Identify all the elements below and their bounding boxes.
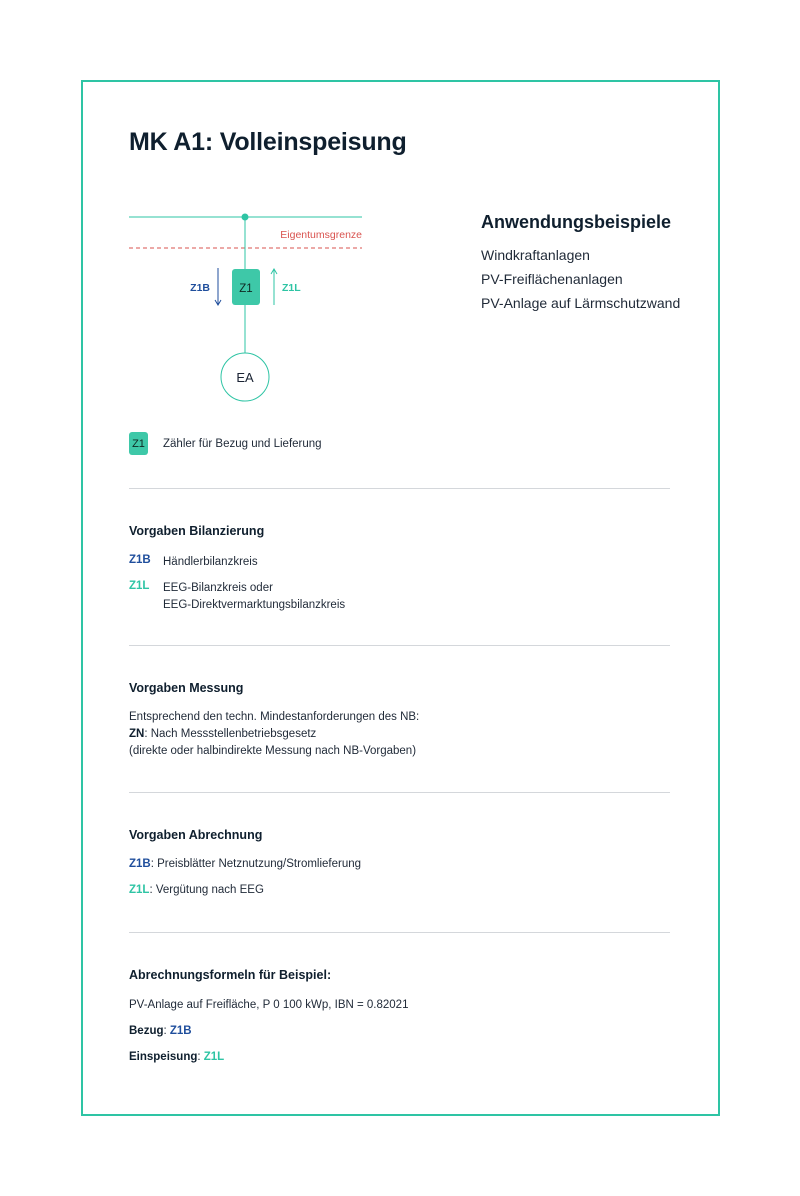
zn-label: ZN bbox=[129, 728, 145, 740]
formel-einspeisung: Einspeisung: Z1L bbox=[129, 1051, 225, 1063]
example-item: PV-Anlage auf Lärmschutzwand bbox=[481, 295, 681, 311]
example-item: PV-Freiflächenanlagen bbox=[481, 271, 623, 287]
example-item: Windkraftanlagen bbox=[481, 247, 590, 263]
divider bbox=[129, 488, 670, 489]
section-bilanzierung bbox=[129, 524, 670, 614]
code-label: Z1B bbox=[129, 858, 151, 870]
ownership-boundary-label: Eigentumsgrenze bbox=[280, 229, 362, 241]
messung-zn-line bbox=[129, 726, 670, 743]
bilanz-row-z1l bbox=[129, 580, 670, 614]
bezug-value: Z1B bbox=[169, 1025, 192, 1037]
divider bbox=[129, 932, 670, 933]
code-label: Z1L bbox=[129, 884, 150, 896]
section-heading: Vorgaben Abrechnung bbox=[129, 828, 263, 842]
section-heading: Vorgaben Bilanzierung bbox=[129, 524, 265, 538]
messung-line: (direkte oder halbindirekte Messung nach NB-Vorgaben) bbox=[129, 745, 417, 757]
bilanz-text: Händlerbilanzkreis bbox=[163, 556, 258, 568]
divider bbox=[129, 792, 670, 793]
section-messung bbox=[129, 681, 670, 760]
einspeisung-value: Z1L bbox=[203, 1051, 225, 1063]
bilanz-text: EEG-Bilanzkreis oder bbox=[163, 582, 273, 594]
einspeisung-label: Einspeisung bbox=[129, 1051, 198, 1063]
metering-diagram bbox=[120, 200, 380, 415]
zn-text: : Nach Messstellenbetriebsgesetz bbox=[144, 728, 317, 740]
page-title: MK A1: Volleinspeisung bbox=[129, 128, 407, 156]
section-formeln bbox=[129, 968, 670, 1066]
arrow-z1l-label: Z1L bbox=[282, 282, 301, 294]
bilanz-row-z1b bbox=[129, 554, 670, 571]
formel-example: PV-Anlage auf Freifläche, P 0 100 kWp, IBN = 0.82021 bbox=[129, 999, 409, 1011]
legend-meter-chip: Z1 bbox=[129, 432, 148, 455]
examples-panel bbox=[481, 212, 680, 315]
arrow-z1b-label: Z1B bbox=[190, 282, 210, 294]
bilanz-text: EEG-Direktvermarktungsbilanzkreis bbox=[163, 599, 346, 611]
abrechnung-text: : Preisblätter Netznutzung/Stromlieferung bbox=[150, 858, 362, 870]
abrechnung-text: : Vergütung nach EEG bbox=[149, 884, 264, 896]
messung-line: Entsprechend den techn. Mindestanforderungen des NB: bbox=[129, 711, 420, 723]
meter-z1-label: Z1 bbox=[239, 283, 253, 295]
section-heading: Abrechnungsformeln für Beispiel: bbox=[129, 968, 332, 982]
legend-text: Zähler für Bezug und Lieferung bbox=[163, 437, 322, 450]
divider bbox=[129, 645, 670, 646]
legend bbox=[129, 432, 322, 455]
generation-plant-label: EA bbox=[236, 370, 254, 385]
code-label: Z1B bbox=[129, 554, 151, 566]
bezug-label: Bezug bbox=[129, 1025, 164, 1037]
abrechnung-z1l bbox=[129, 882, 670, 899]
abrechnung-z1b bbox=[129, 856, 670, 873]
examples-heading: Anwendungsbeispiele bbox=[481, 212, 672, 232]
formel-bezug: Bezug: Z1B bbox=[129, 1025, 192, 1037]
code-label: Z1L bbox=[129, 580, 150, 592]
section-abrechnung bbox=[129, 828, 670, 899]
section-heading: Vorgaben Messung bbox=[129, 681, 244, 695]
